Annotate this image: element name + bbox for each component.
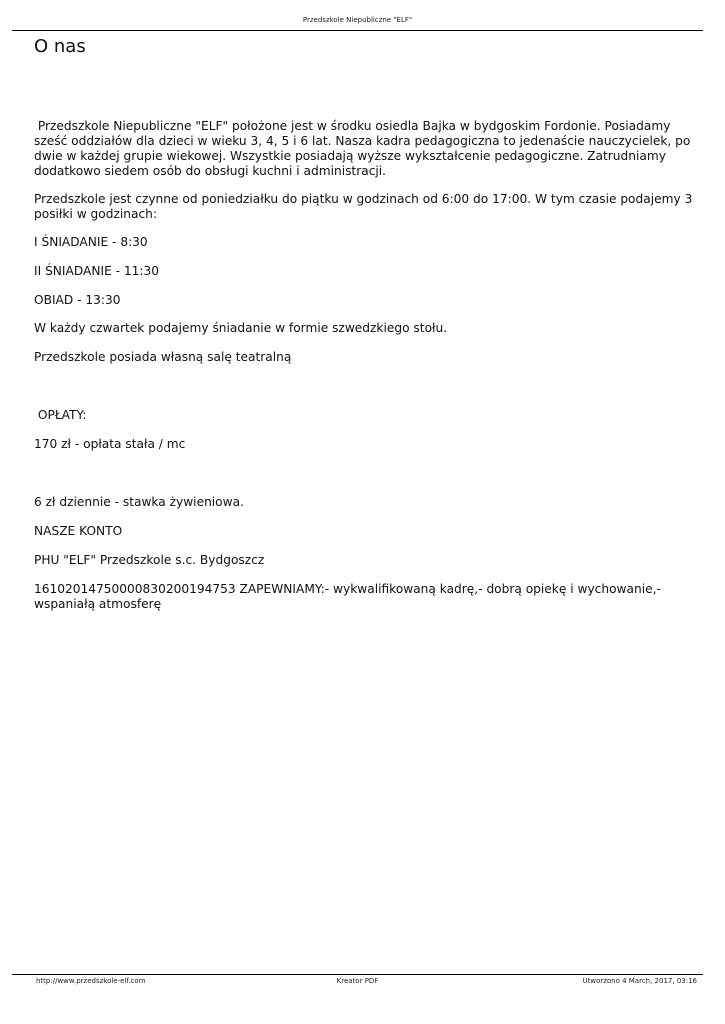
account-number-and-promises: 16102014750000830200194753 ZAPEWNIAMY:- wykwalifikowaną kadrę,- dobrą opiekę i wychowanie,- wspaniałą atmosferę (34, 582, 665, 611)
document-body (34, 119, 697, 612)
theater-note: Przedszkole posiada własną salę teatralną (34, 350, 292, 364)
hours-paragraph: Przedszkole jest czynne od poniedziałku do piątku w godzinach od 6:00 do 17:00. W tym czasie podajemy 3 posiłki w godzinach: (34, 192, 697, 221)
footer-url: http://www.przedszkole-elf.com (36, 977, 146, 985)
fees-heading: OPŁATY: (34, 408, 87, 422)
page-footer (12, 974, 703, 989)
meal-fee: 6 zł dziennie - stawka żywieniowa. (34, 495, 244, 509)
page-title: O nas (34, 36, 86, 57)
account-heading: NASZE KONTO (34, 524, 123, 538)
fixed-fee: 170 zł - opłata stała / mc (34, 437, 186, 451)
header-title: Przedszkole Niepubliczne "ELF" (302, 16, 413, 24)
account-holder: PHU "ELF" Przedszkole s.c. Bydgoszcz (34, 553, 265, 567)
page-header (12, 14, 703, 31)
thursday-note: W każdy czwartek podajemy śniadanie w formie szwedzkiego stołu. (34, 321, 448, 335)
meal-lunch: OBIAD - 13:30 (34, 293, 121, 307)
meal-breakfast-2: II ŚNIADANIE - 11:30 (34, 264, 160, 278)
meal-breakfast-1: I ŚNIADANIE - 8:30 (34, 235, 148, 249)
footer-creator: Kreator PDF (336, 977, 379, 985)
footer-created-date: Utworzono 4 March, 2017, 03:16 (582, 977, 697, 985)
intro-paragraph: Przedszkole Niepubliczne "ELF" położone jest w środku osiedla Bajka w bydgoskim Fordonie. Posiadamy sześć oddziałów dla dzieci w wieku 3, 4, 5 i 6 lat. Nasza kadra pedagogiczna to jedenaście nauczycielek, po dwie w każdej grupie wiekowej. Wszystkie posiadają wyższe wykształcenie pedagogiczne. Zatrudniamy dodatkowo siedem osób do obsługi kuchni i administracji. (34, 119, 695, 178)
